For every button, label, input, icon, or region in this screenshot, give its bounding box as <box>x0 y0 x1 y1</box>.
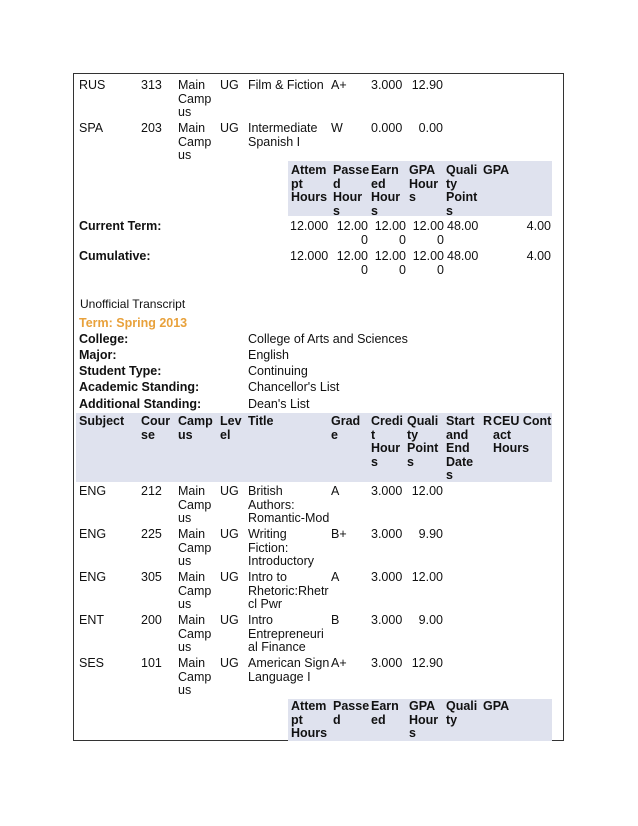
course-grade: B <box>331 613 340 627</box>
info-label: Academic Standing: <box>79 380 200 394</box>
course-level: UG <box>220 656 239 670</box>
course-quality-points: 9.00 <box>418 613 443 627</box>
current-term-quality: 48.00 <box>447 219 479 233</box>
col-level: Lev el <box>220 414 242 442</box>
prev-course-campus: Main Camp us <box>178 121 212 162</box>
cumulative-gpa: 4.00 <box>526 249 551 263</box>
course-title: Intro Entrepreneuri al Finance <box>248 613 324 654</box>
summary-header-quality-points: Quali ty Point s <box>446 163 478 218</box>
cumulative-gpa-hours: 12.00 0 <box>412 249 444 277</box>
course-grade: B+ <box>331 527 347 541</box>
summary-header-passed-hours: Passe d Hour s <box>333 163 370 218</box>
cumulative-passed: 12.00 0 <box>336 249 368 277</box>
course-quality-points: 12.00 <box>411 484 443 498</box>
summary-header-gpa: GPA <box>483 163 510 177</box>
prev-course-subject: SPA <box>79 121 104 135</box>
col-grade: Grad e <box>331 414 361 442</box>
col-title: Title <box>248 414 274 428</box>
current-term-passed: 12.00 0 <box>336 219 368 247</box>
col-ceu-contact-hours: CEU Cont act Hours <box>493 414 552 455</box>
course-campus: Main Camp us <box>178 527 212 568</box>
course-level: UG <box>220 527 239 541</box>
course-quality-points: 12.90 <box>411 656 443 670</box>
prev-course-course: 313 <box>141 78 162 92</box>
course-course: 212 <box>141 484 162 498</box>
course-level: UG <box>220 484 239 498</box>
prev-course-credit-hours: 3.000 <box>371 78 403 92</box>
course-title: Writing Fiction: Introductory <box>248 527 315 568</box>
cumulative-quality: 48.00 <box>447 249 479 263</box>
info-label: Additional Standing: <box>79 397 202 411</box>
course-title: Intro to Rhetoric:Rhetr cl Pwr <box>248 570 329 611</box>
unofficial-transcript-label: Unofficial Transcript <box>80 297 186 311</box>
course-title: British Authors: Romantic-Mod <box>248 484 330 525</box>
course-grade: A <box>331 484 340 498</box>
bottom-summary-header-earned-hours: Earn ed <box>371 699 399 727</box>
bottom-summary-header-gpa: GPA <box>483 699 510 713</box>
course-credit-hours: 3.000 <box>371 527 403 541</box>
info-value: Continuing <box>248 364 308 378</box>
course-credit-hours: 3.000 <box>371 484 403 498</box>
course-credit-hours: 3.000 <box>371 613 403 627</box>
course-subject: ENT <box>79 613 104 627</box>
prev-course-course: 203 <box>141 121 162 135</box>
info-value: College of Arts and Sciences <box>248 332 408 346</box>
course-quality-points: 9.90 <box>418 527 443 541</box>
summary-header-attempt-hours: Attem pt Hours <box>291 163 328 204</box>
term-heading: Term: Spring 2013 <box>79 316 188 330</box>
prev-course-campus: Main Camp us <box>178 78 212 119</box>
cumulative-earned: 12.00 0 <box>374 249 406 277</box>
info-label: Major: <box>79 348 117 362</box>
prev-course-title: Film & Fiction <box>248 78 324 92</box>
info-value: English <box>248 348 289 362</box>
course-campus: Main Camp us <box>178 656 212 697</box>
prev-course-grade: A+ <box>331 78 347 92</box>
course-title: American Sign Language I <box>248 656 330 684</box>
current-term-label: Current Term: <box>79 219 162 233</box>
prev-course-credit-hours: 0.000 <box>371 121 403 135</box>
col-campus: Camp us <box>178 414 213 442</box>
cumulative-attempt: 12.000 <box>290 249 329 263</box>
course-subject: ENG <box>79 570 107 584</box>
prev-course-quality-points: 12.90 <box>411 78 443 92</box>
bottom-summary-header-gpa-hours: GPA Hour s <box>409 699 439 740</box>
course-course: 225 <box>141 527 162 541</box>
current-term-earned: 12.00 0 <box>374 219 406 247</box>
current-term-gpa-hours: 12.00 0 <box>412 219 444 247</box>
info-value: Dean's List <box>248 397 310 411</box>
col-credit-hours: Credi t Hour s <box>371 414 403 469</box>
current-term-attempt: 12.000 <box>290 219 329 233</box>
bottom-summary-header-passed-hours: Passe d <box>333 699 370 727</box>
course-course: 305 <box>141 570 162 584</box>
course-course: 200 <box>141 613 162 627</box>
course-level: UG <box>220 613 239 627</box>
course-grade: A <box>331 570 340 584</box>
bottom-summary-header-attempt-hours: Attem pt Hours <box>291 699 328 740</box>
summary-header-gpa-hours: GPA Hour s <box>409 163 439 204</box>
info-label: Student Type: <box>79 364 162 378</box>
course-credit-hours: 3.000 <box>371 570 403 584</box>
col-r: R <box>483 414 493 428</box>
col-start-end-dates: Start and End Date s <box>446 414 475 482</box>
prev-course-subject: RUS <box>79 78 106 92</box>
course-subject: SES <box>79 656 105 670</box>
course-campus: Main Camp us <box>178 570 212 611</box>
prev-course-level: UG <box>220 121 239 135</box>
course-grade: A+ <box>331 656 347 670</box>
course-course: 101 <box>141 656 162 670</box>
prev-course-grade: W <box>331 121 343 135</box>
course-subject: ENG <box>79 527 107 541</box>
cumulative-label: Cumulative: <box>79 249 151 263</box>
summary-header-earned-hours: Earn ed Hour s <box>371 163 401 218</box>
prev-course-quality-points: 0.00 <box>418 121 443 135</box>
info-value: Chancellor's List <box>248 380 340 394</box>
course-campus: Main Camp us <box>178 484 212 525</box>
course-campus: Main Camp us <box>178 613 212 654</box>
info-label: College: <box>79 332 129 346</box>
course-credit-hours: 3.000 <box>371 656 403 670</box>
prev-course-title: Intermediate Spanish I <box>248 121 318 149</box>
col-subject: Subject <box>79 414 125 428</box>
course-quality-points: 12.00 <box>411 570 443 584</box>
current-term-gpa: 4.00 <box>526 219 551 233</box>
course-subject: ENG <box>79 484 107 498</box>
col-quality-points: Quali ty Point s <box>407 414 439 469</box>
prev-course-level: UG <box>220 78 239 92</box>
col-course: Cour se <box>141 414 171 442</box>
course-level: UG <box>220 570 239 584</box>
bottom-summary-header-quality-points: Quali ty <box>446 699 478 727</box>
